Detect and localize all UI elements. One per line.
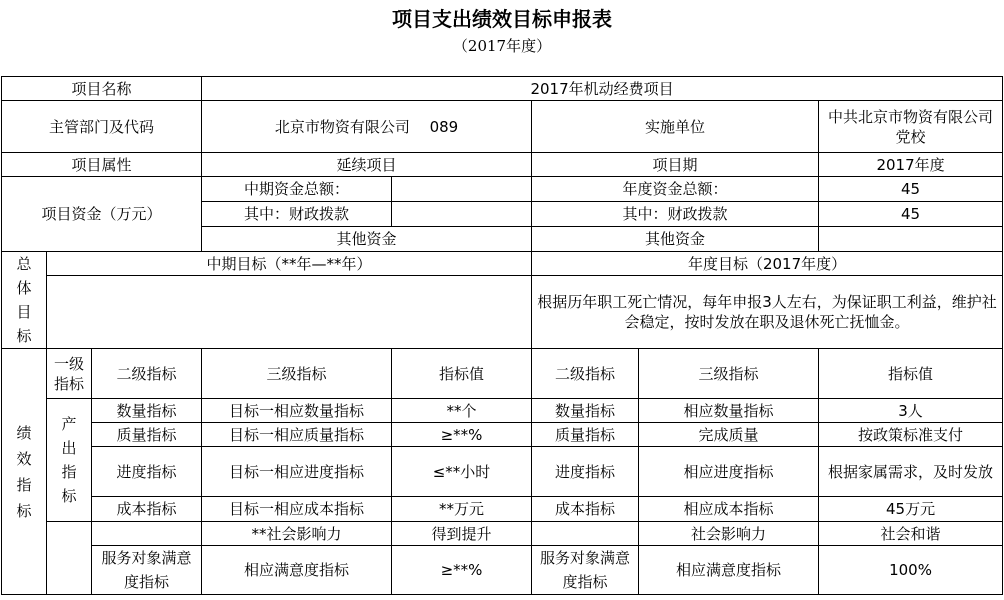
social-valb: 社会和谐 <box>819 522 1003 546</box>
table-row-l3: 目标一相应数量指标 <box>202 399 392 423</box>
table-row-l3b: 相应进度指标 <box>639 447 819 497</box>
form-subtitle: （2017年度） <box>452 37 552 55</box>
year-fiscal-value: 45 <box>819 202 1003 227</box>
level2-header-b: 二级指标 <box>532 349 639 399</box>
project-period-label: 项目期 <box>532 153 819 177</box>
table-row-l2: 进度指标 <box>92 447 202 497</box>
table-row-val: **个 <box>392 399 532 423</box>
table-row-val: **万元 <box>392 497 532 522</box>
mid-goal-header: 中期目标（**年—**年） <box>47 252 532 276</box>
social-l3: **社会影响力 <box>202 522 392 546</box>
project-period-value: 2017年度 <box>819 153 1003 177</box>
output-indicators-label: 产出指标 <box>47 399 92 522</box>
dept-value: 北京市物资有限公司 089 <box>202 101 532 153</box>
project-attr-label: 项目属性 <box>2 153 202 177</box>
impl-unit-label: 实施单位 <box>532 101 819 153</box>
table-row-l3b: 完成质量 <box>639 423 819 447</box>
table-row-l2b: 成本指标 <box>532 497 639 522</box>
impl-unit-value: 中共北京市物资有限公司党校 <box>819 101 1003 153</box>
table-row-l2: 数量指标 <box>92 399 202 423</box>
year-other-label: 其他资金 <box>532 227 819 252</box>
performance-goal-table <box>1 76 1003 595</box>
social-l3b: 社会影响力 <box>639 522 819 546</box>
mid-other-label: 其他资金 <box>202 227 532 252</box>
social-val: 得到提升 <box>392 522 532 546</box>
form-title: 项目支出绩效目标申报表 <box>392 7 612 31</box>
mid-total-value <box>392 177 532 202</box>
table-row-l3: 目标一相应进度指标 <box>202 447 392 497</box>
year-total-label: 年度资金总额： <box>532 177 819 202</box>
level1-blank <box>47 522 92 595</box>
table-row-l3b: 相应成本指标 <box>639 497 819 522</box>
table-row-val: ≥**% <box>392 423 532 447</box>
level2-header: 二级指标 <box>92 349 202 399</box>
value-header-b: 指标值 <box>819 349 1003 399</box>
table-row-l2: 质量指标 <box>92 423 202 447</box>
satisfaction-valb: 100% <box>819 546 1003 595</box>
dept-label: 主管部门及代码 <box>2 101 202 153</box>
year-goal-text: 根据历年职工死亡情况，每年申报3人左右，为保证职工利益，维护社会稳定，按时发放在职及退休死亡抚恤金。 <box>532 276 1003 349</box>
mid-total-label: 中期资金总额： <box>202 177 392 202</box>
satisfaction-l3: 相应满意度指标 <box>202 546 392 595</box>
level3-header: 三级指标 <box>202 349 392 399</box>
social-l2 <box>92 522 202 546</box>
satisfaction-val: ≥**% <box>392 546 532 595</box>
project-name-label: 项目名称 <box>2 77 202 101</box>
social-l2b <box>532 522 639 546</box>
table-row-val: ≤**小时 <box>392 447 532 497</box>
satisfaction-l2b: 服务对象满意度指标 <box>532 546 639 595</box>
table-row-l3b: 相应数量指标 <box>639 399 819 423</box>
table-row-valb: 根据家属需求，及时发放 <box>819 447 1003 497</box>
table-row-l2: 成本指标 <box>92 497 202 522</box>
year-goal-header: 年度目标（2017年度） <box>532 252 1003 276</box>
project-name-value: 2017年机动经费项目 <box>202 77 1003 101</box>
mid-fiscal-label: 其中：财政拨款 <box>202 202 392 227</box>
table-row-l3: 目标一相应质量指标 <box>202 423 392 447</box>
indicators-label: 绩效指标 <box>2 349 47 595</box>
level3-header-b: 三级指标 <box>639 349 819 399</box>
project-attr-value: 延续项目 <box>202 153 532 177</box>
table-row-l2b: 进度指标 <box>532 447 639 497</box>
value-header: 指标值 <box>392 349 532 399</box>
level1-header: 一级指标 <box>47 349 92 399</box>
mid-goal-text <box>47 276 532 349</box>
funds-label: 项目资金（万元） <box>2 177 202 252</box>
satisfaction-l3b: 相应满意度指标 <box>639 546 819 595</box>
overall-goals-label: 总体目标 <box>2 252 47 349</box>
year-other-value <box>819 227 1003 252</box>
table-row-valb: 按政策标准支付 <box>819 423 1003 447</box>
mid-fiscal-value <box>392 202 532 227</box>
table-row-l2b: 质量指标 <box>532 423 639 447</box>
satisfaction-l2: 服务对象满意度指标 <box>92 546 202 595</box>
table-row-valb: 3人 <box>819 399 1003 423</box>
table-row-l3: 目标一相应成本指标 <box>202 497 392 522</box>
year-fiscal-label: 其中：财政拨款 <box>532 202 819 227</box>
year-total-value: 45 <box>819 177 1003 202</box>
table-row-l2b: 数量指标 <box>532 399 639 423</box>
table-row-valb: 45万元 <box>819 497 1003 522</box>
